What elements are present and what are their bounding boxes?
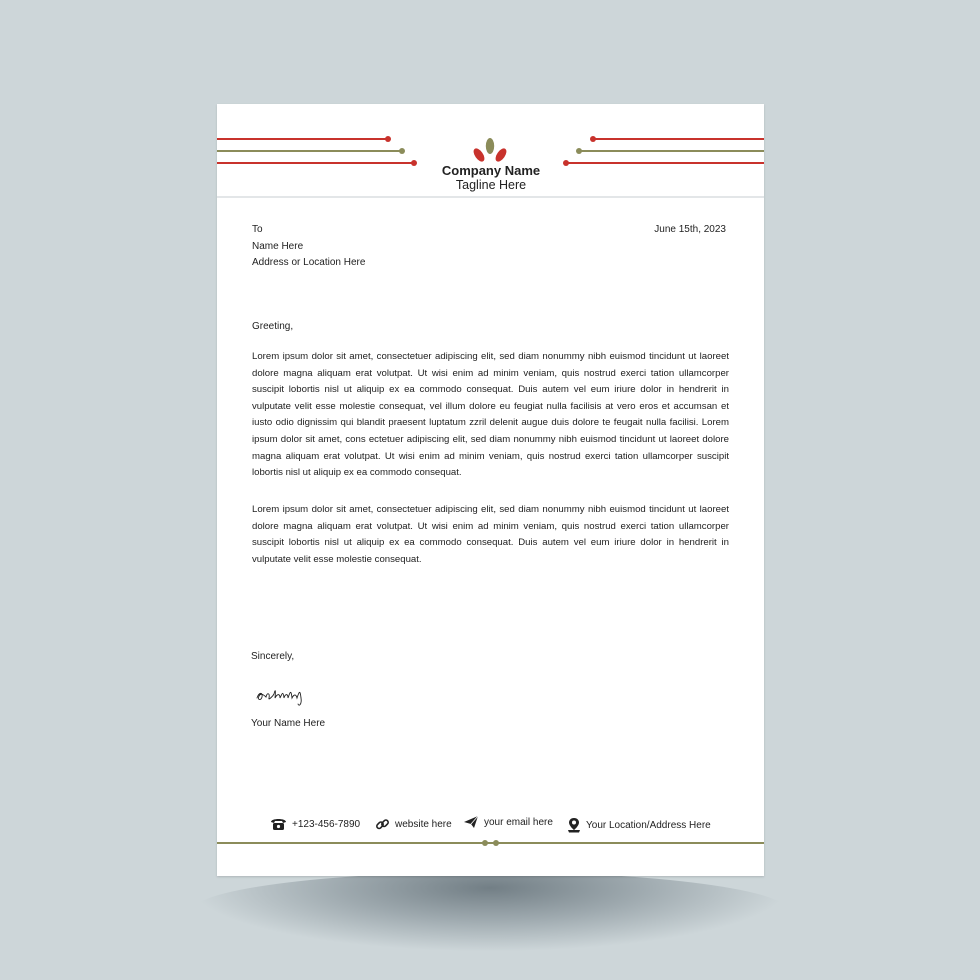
location-pin-icon <box>567 817 581 833</box>
closing: Sincerely, <box>251 651 295 662</box>
header-dot <box>399 148 405 154</box>
recipient-name: Name Here <box>252 241 304 252</box>
phone-icon <box>270 817 287 831</box>
body-paragraph: Lorem ipsum dolor sit amet, consectetuer adipiscing elit, sed diam nonummy nibh euismod tincidunt ut laoreet dolore magna aliquam erat volutpat. Ut wisi enim ad minim veniam, quis nostrud exerci tation ullamcorper suscipit lobortis nisl ut aliquip ex ea commodo consequat. Duis autem vel eum iriure dolor in hendrerit in vulputate velit esse molestie consequat, vel illum dolore eu feugiat nulla facilisis at vero eros et accumsan et iusto odio dignissim qui blandit praesent luptatum zzril delenit augue duis dolore te feugait nulla facilisi. Lorem ipsum dolor sit amet, cons ectetuer adipiscing elit, sed diam nonummy nibh euismod tincidunt ut laoreet dolore magna aliquam erat volutpat. Ut wisi enim ad minim veniam, quis nostrud exerci tation ullamcorper suscipit lobortis nisl ut aliquip ex ea commodo consequat. <box>252 351 729 479</box>
header-line-left-top <box>217 138 387 140</box>
footer-website-text: website here <box>395 819 452 830</box>
header-line-right-middle <box>579 150 764 152</box>
footer-email[interactable] <box>463 815 553 829</box>
header-line-left-bottom <box>217 162 413 164</box>
footer-phone-text: +123-456-7890 <box>292 818 361 830</box>
header-divider <box>217 196 764 198</box>
header-line-right-bottom <box>566 162 764 164</box>
greeting: Greeting, <box>252 321 294 332</box>
footer-location <box>567 817 711 833</box>
company-logo-icon <box>471 136 511 166</box>
footer-dot <box>482 840 488 846</box>
recipient-address: Address or Location Here <box>252 257 366 268</box>
header-line-right-top <box>593 138 764 140</box>
header-line-left-middle <box>217 150 401 152</box>
header-dot <box>385 136 391 142</box>
page-shadow <box>190 872 790 952</box>
footer-phone <box>270 817 360 831</box>
recipient-to-label: To <box>252 224 263 235</box>
footer-email-text: your email here <box>484 816 553 828</box>
letterhead-page <box>217 104 764 876</box>
company-name: Company Name <box>441 163 541 178</box>
footer-website[interactable] <box>375 817 452 832</box>
sender-name: Your Name Here <box>251 718 326 729</box>
body-paragraph: Lorem ipsum dolor sit amet, consectetuer adipiscing elit, sed diam nonummy nibh euismod tincidunt ut laoreet dolore magna aliquam erat volutpat. Ut wisi enim ad minim veniam, quis nostrud exerci tation ullamcorper suscipit lobortis nisl ut aliquip ex ea commodo consequat. Duis autem vel eum iriure dolor in hendrerit in vulputate velit esse molestie consequat. <box>252 504 729 565</box>
signature-image <box>253 680 313 708</box>
link-icon <box>375 817 390 832</box>
company-tagline: Tagline Here <box>455 178 527 192</box>
footer-divider <box>217 842 764 844</box>
footer-dot <box>493 840 499 846</box>
paper-plane-icon <box>463 815 479 829</box>
footer-location-text: Your Location/Address Here <box>586 819 711 831</box>
letter-date: June 15th, 2023 <box>654 224 726 235</box>
